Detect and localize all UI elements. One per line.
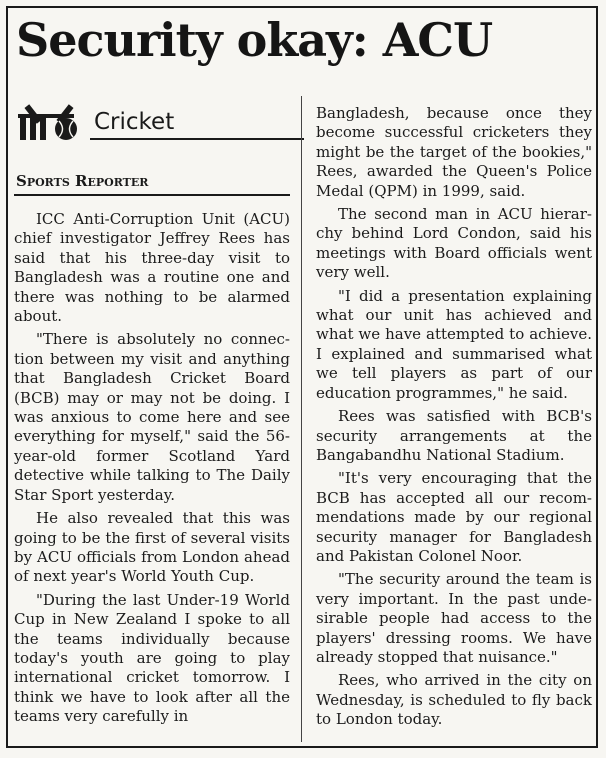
paragraph: ICC Anti-Corruption Unit (ACU) chief investigator Jeffrey Rees has said that his three-day visit to Bangladesh was a routine one and there was nothing to be alarmed about. (14, 210, 290, 326)
cricket-bat-ball-stumps-icon (16, 98, 88, 142)
section-logo (14, 98, 294, 142)
paragraph-continued: Bangladesh, because once they become successful cricketers they might be the target of the bookies," Rees, awarded the Queen's Police Medal (QPM) in 1999, said. (316, 104, 592, 200)
paragraph: "During the last Under-19 World Cup in New Zealand I spoke to all the teams individually because today's youth are going to play international cricket tomorrow. I think we have to look after all the teams very carefully in (14, 590, 290, 726)
paragraph: "There is absolutely no connection between my visit and anything that Bangladesh Cricket Board (BCB) may or may not be doing. I was anxious to come here and see everything for myself," said the 56-year-old former Scotland Yard detective while talking to The Daily Star Sport yesterday. (14, 330, 290, 504)
article-column-left (14, 210, 290, 731)
paragraph: "It's very encouraging that the BCB has accepted all our recommendations made by our regional security manager for Bangladesh and Pakistan Colonel Noor. (316, 469, 592, 565)
section-rule (90, 138, 304, 140)
paragraph: He also revealed that this was going to be the first of several visits by ACU officials from London ahead of next year's World Youth Cup. (14, 509, 290, 586)
paragraph: Rees was satisfied with BCB's security arrangements at the Bangabandhu National Stadium. (316, 407, 592, 464)
paragraph: "I did a presentation explaining what our unit has achieved and what we have attempted to achieve. I explained and summarised what we tell players as part of our education programmes," he said. (316, 286, 592, 402)
section-label: Cricket (94, 109, 175, 135)
paragraph: Rees, who arrived in the city on Wednesday, is scheduled to fly back to London today. (316, 671, 592, 729)
paragraph: "The security around the team is very important. In the past undesirable people had access to the players' dressing rooms. We have already stopped that nuisance." (316, 570, 592, 666)
byline: Sports Reporter (16, 172, 149, 190)
column-divider (301, 96, 302, 742)
headline: Security okay: ACU (16, 13, 493, 67)
byline-rule (14, 194, 290, 196)
article-column-right (316, 104, 592, 734)
paragraph: The second man in ACU hierarchy behind Lord Condon, said his meetings with Board officials went very well. (316, 205, 592, 282)
